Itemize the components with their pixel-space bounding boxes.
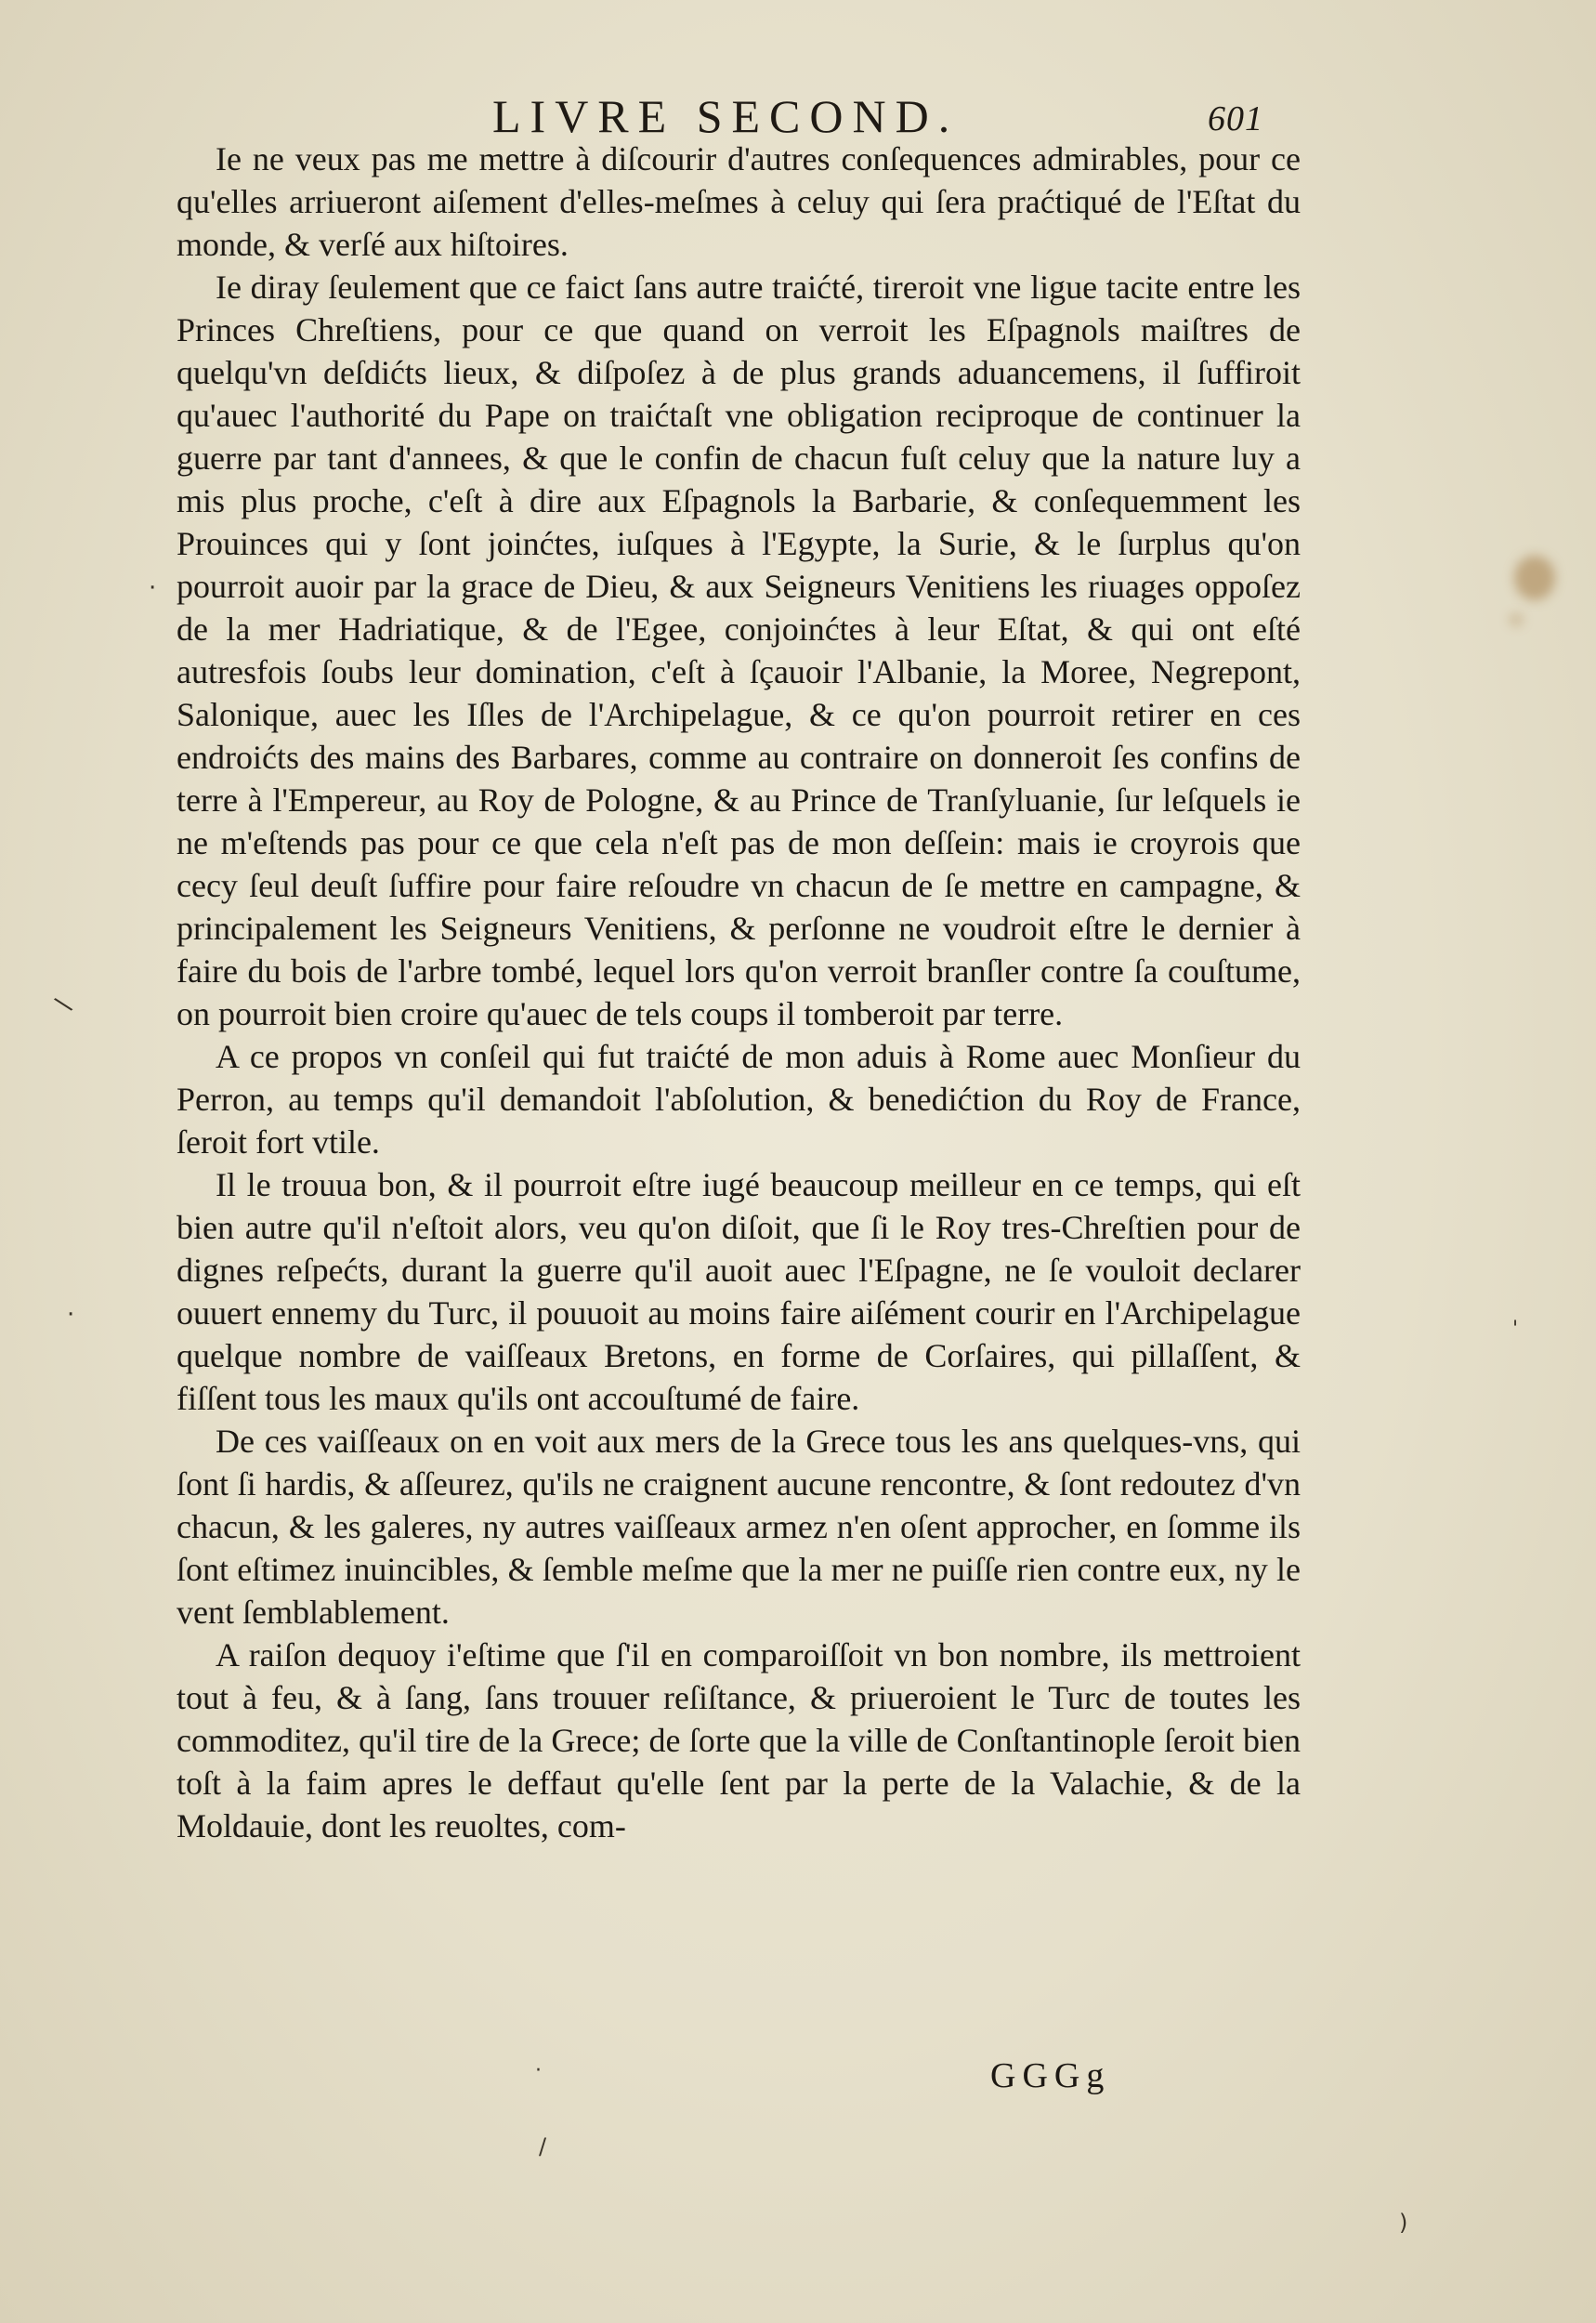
margin-speck: · <box>149 574 157 602</box>
margin-tick: ' <box>1512 1318 1519 1341</box>
bottom-tick: / <box>539 2133 547 2159</box>
running-title: LIVRE SECOND. <box>492 90 960 142</box>
paragraph: Ie ne veux pas me mettre à diſcourir d'autres conſequences admirables, pour ce qu'elles arriueront aiſement d'elles-meſmes à celuy qui ſera praćtiqué de l'Eſtat du monde, & verſé aux hiſtoires. <box>177 140 1301 263</box>
bottom-speck: ) <box>1399 2210 1408 2236</box>
ink-stain-small <box>1509 613 1524 626</box>
body-text <box>177 138 1301 1847</box>
paragraph: Ie diray ſeulement que ce faict ſans autre traićté, tireroit vne ligue tacite entre les Princes Chreſtiens, pour ce que quand on verroit les Eſpagnols maiſtres de quelqu'vn deſdićts lieux, & diſpoſez à de plus grands aduancemens, il ſuffiroit qu'auec l'authorité du Pape on traićtaſt vne obligation reciproque de continuer la guerre par tant d'annees, & que le confin de chacun fuſt celuy que la nature luy a mis plus proche, c'eſt à dire aux Eſpagnols la Barbarie, & conſequemment les Prouinces qui y ſont joinćtes, iuſques à l'Egypte, la Surie, & le ſurplus qu'on pourroit auoir par la grace de Dieu, & aux Seigneurs Venitiens les riuages oppoſez de la mer Hadriatique, & de l'Egee, conjoinćtes à leur Eſtat, & qui ont eſté autresfois ſoubs leur domination, c'eſt à ſçauoir l'Albanie, la Moree, Negrepont, Salonique, auec les Iſles de l'Archipelague, & ce qu'on pourroit retirer en ces endroićts des mains des Barbares, comme au contraire on donneroit ſes confins de terre à l'Empereur, au Roy de Pologne, & au Prince de Tranſyluanie, ſur leſquels ie ne m'eſtends pas pour ce que cela n'eſt pas de mon deſſein: mais ie croyrois que cecy ſeul deuſt ſuffire pour faire reſoudre vn chacun de ſe mettre en campagne, & principalement les Seigneurs Venitiens, & perſonne ne voudroit eſtre le dernier à faire du bois de l'arbre tombé, lequel lors qu'on verroit branſler contre ſa couſtume, on pourroit bien croire qu'auec de tels coups il tomberoit par terre. <box>177 269 1301 1032</box>
paragraph: A raiſon dequoy i'eſtime que ſ'il en comparoiſſoit vn bon nombre, ils mettroient tout à feu, & à ſang, ſans trouuer reſiſtance, & priueroient le Turc de toutes les commoditez, qu'il tire de la Grece; de ſorte que la ville de Conſtantinople ſeroit bien toſt à la faim apres le deffaut qu'elle ſent par la perte de la Valachie, & de la Moldauie, dont les reuoltes, com- <box>177 1636 1301 1844</box>
page-number: 601 <box>1208 99 1263 138</box>
ink-stain-margin <box>1514 556 1555 600</box>
paragraph: Il le trouua bon, & il pourroit eſtre iugé beaucoup meilleur en ce temps, qui eſt bien autre qu'il n'eſtoit alors, veu qu'on diſoit, que ſi le Roy tres-Chreſtien pour de dignes reſpećts, durant la guerre qu'il auoit auec l'Eſpagne, ne ſe vouloit declarer ouuert ennemy du Turc, il pouuoit au moins faire aiſément courir en l'Archipelague quelque nombre de vaiſſeaux Bretons, en forme de Corſaires, qui pillaſſent, & fiſſent tous les maux qu'ils ont accouſtumé de faire. <box>177 1166 1301 1417</box>
margin-speck: · <box>67 1301 75 1329</box>
paragraph: A ce propos vn conſeil qui fut traićté de mon aduis à Rome auec Monſieur du Perron, au temps qu'il demandoit l'abſolution, & benedićtion du Roy de France, ſeroit fort vtile. <box>177 1038 1301 1161</box>
bottom-speck: · <box>535 2059 542 2082</box>
paragraph: De ces vaiſſeaux on en voit aux mers de la Grece tous les ans quelques-vns, qui ſont ſi hardis, & aſſeurez, qu'ils ne craignent aucune rencontre, & ſont redoutez d'vn chacun, & les galeres, ny autres vaiſſeaux armez n'en oſent approcher, en ſomme ils ſont eſtimez inuincibles, & ſemble meſme que la mer ne puiſſe rien contre eux, ny le vent ſemblablement. <box>177 1423 1301 1631</box>
signature-mark: GGGg <box>990 2056 1111 2095</box>
margin-tick: \ <box>51 991 76 1018</box>
